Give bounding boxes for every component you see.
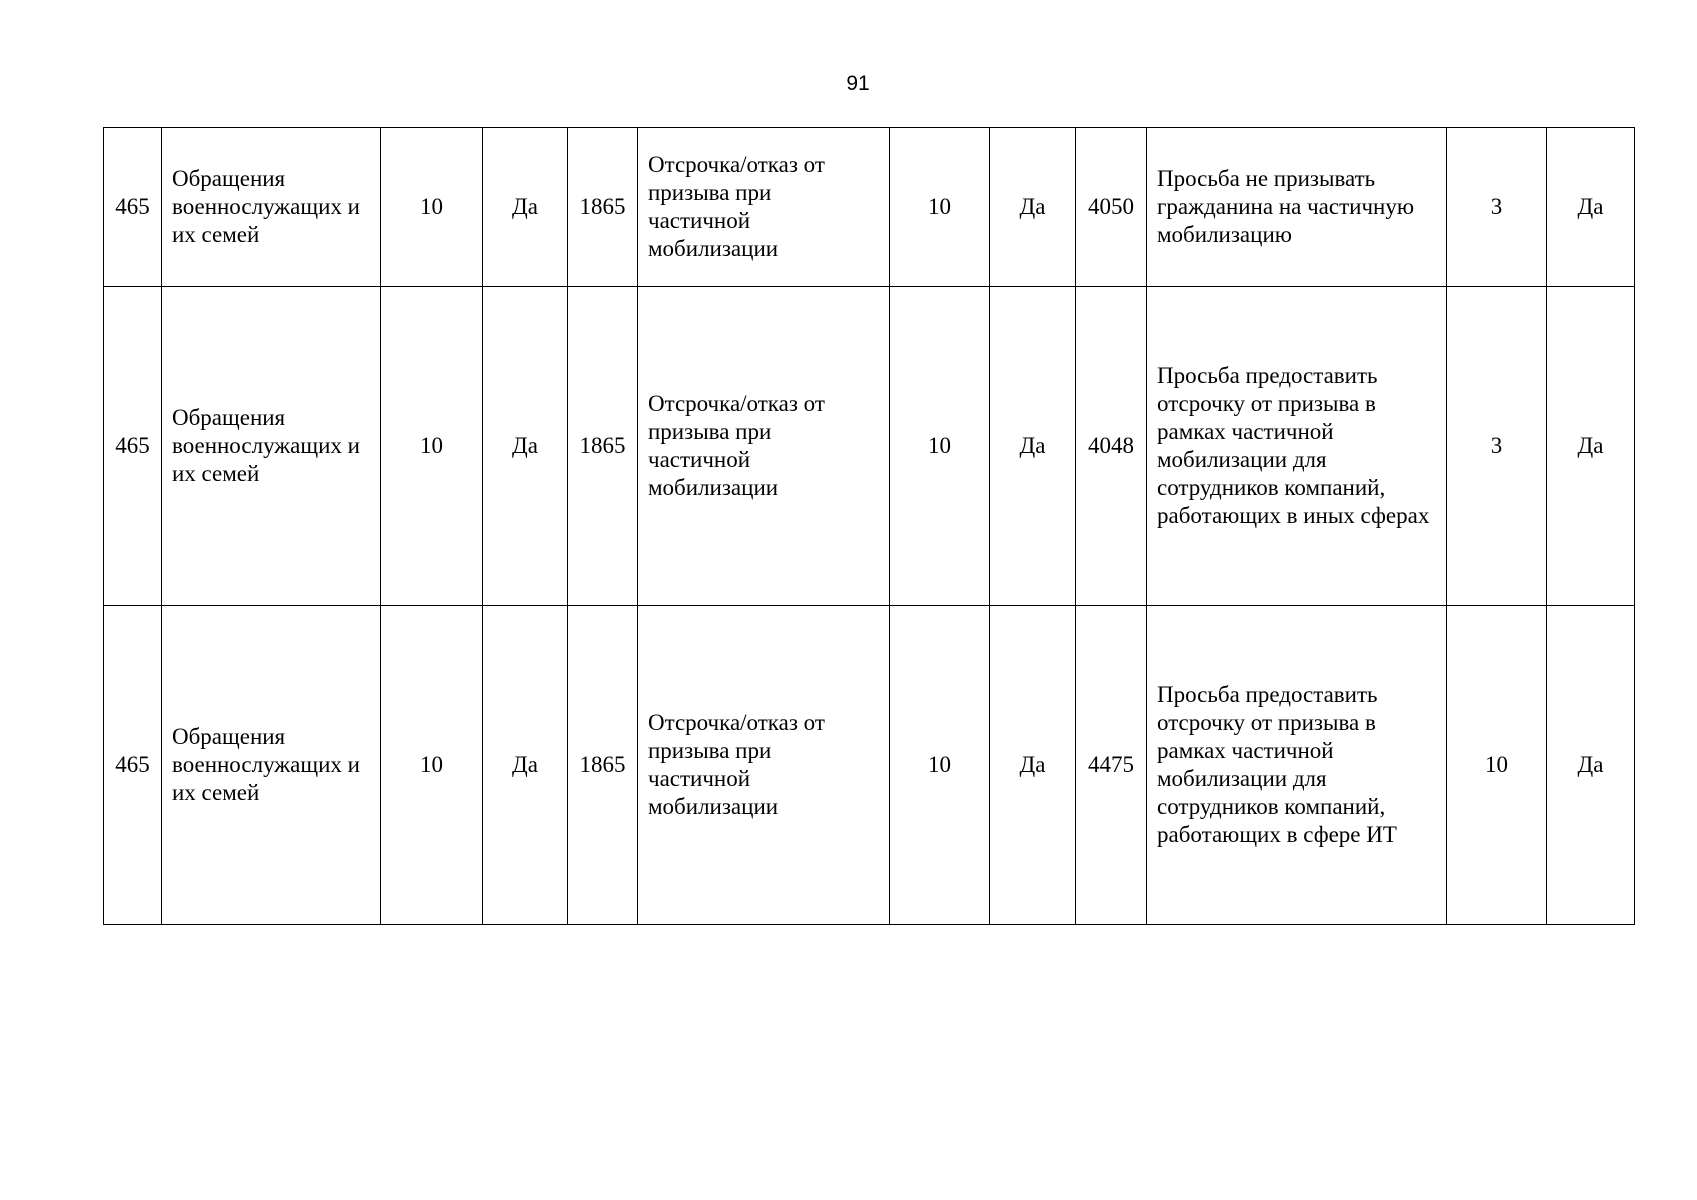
section-value-cell: 10 bbox=[381, 287, 483, 606]
issue-code-cell: 4475 bbox=[1076, 606, 1147, 925]
topic-flag-cell: Да bbox=[990, 128, 1076, 287]
section-flag-cell: Да bbox=[483, 287, 568, 606]
issue-name-cell: Просьба не призывать гражданина на частичную мобилизацию bbox=[1147, 128, 1447, 287]
page-number: 91 bbox=[846, 72, 870, 95]
topic-code-cell: 1865 bbox=[568, 606, 638, 925]
section-value-cell: 10 bbox=[381, 606, 483, 925]
table-row bbox=[104, 128, 1635, 287]
topic-name-cell: Отсрочка/отказ от призыва при частичной мобилизации bbox=[638, 606, 890, 925]
section-code-cell: 465 bbox=[104, 128, 162, 287]
issue-code-cell: 4050 bbox=[1076, 128, 1147, 287]
appeals-table bbox=[103, 127, 1635, 925]
issue-flag-cell: Да bbox=[1547, 606, 1635, 925]
issue-code-cell: 4048 bbox=[1076, 287, 1147, 606]
section-value-cell: 10 bbox=[381, 128, 483, 287]
topic-name-cell: Отсрочка/отказ от призыва при частичной мобилизации bbox=[638, 287, 890, 606]
topic-code-cell: 1865 bbox=[568, 128, 638, 287]
topic-code-cell: 1865 bbox=[568, 287, 638, 606]
section-flag-cell: Да bbox=[483, 128, 568, 287]
topic-value-cell: 10 bbox=[890, 606, 990, 925]
section-name-cell: Обращения военнослужащих и их семей bbox=[162, 287, 381, 606]
table-row bbox=[104, 606, 1635, 925]
issue-name-cell: Просьба предоставить отсрочку от призыва в рамках частичной мобилизации для сотрудников компаний, работающих в иных сферах bbox=[1147, 287, 1447, 606]
issue-flag-cell: Да bbox=[1547, 287, 1635, 606]
section-name-cell: Обращения военнослужащих и их семей bbox=[162, 128, 381, 287]
issue-name-cell: Просьба предоставить отсрочку от призыва в рамках частичной мобилизации для сотрудников компаний, работающих в сфере ИТ bbox=[1147, 606, 1447, 925]
section-code-cell: 465 bbox=[104, 606, 162, 925]
topic-flag-cell: Да bbox=[990, 606, 1076, 925]
section-name-cell: Обращения военнослужащих и их семей bbox=[162, 606, 381, 925]
issue-value-cell: 10 bbox=[1447, 606, 1547, 925]
issue-flag-cell: Да bbox=[1547, 128, 1635, 287]
table-row bbox=[104, 287, 1635, 606]
topic-value-cell: 10 bbox=[890, 128, 990, 287]
issue-value-cell: 3 bbox=[1447, 128, 1547, 287]
topic-flag-cell: Да bbox=[990, 287, 1076, 606]
section-flag-cell: Да bbox=[483, 606, 568, 925]
section-code-cell: 465 bbox=[104, 287, 162, 606]
topic-value-cell: 10 bbox=[890, 287, 990, 606]
topic-name-cell: Отсрочка/отказ от призыва при частичной мобилизации bbox=[638, 128, 890, 287]
issue-value-cell: 3 bbox=[1447, 287, 1547, 606]
